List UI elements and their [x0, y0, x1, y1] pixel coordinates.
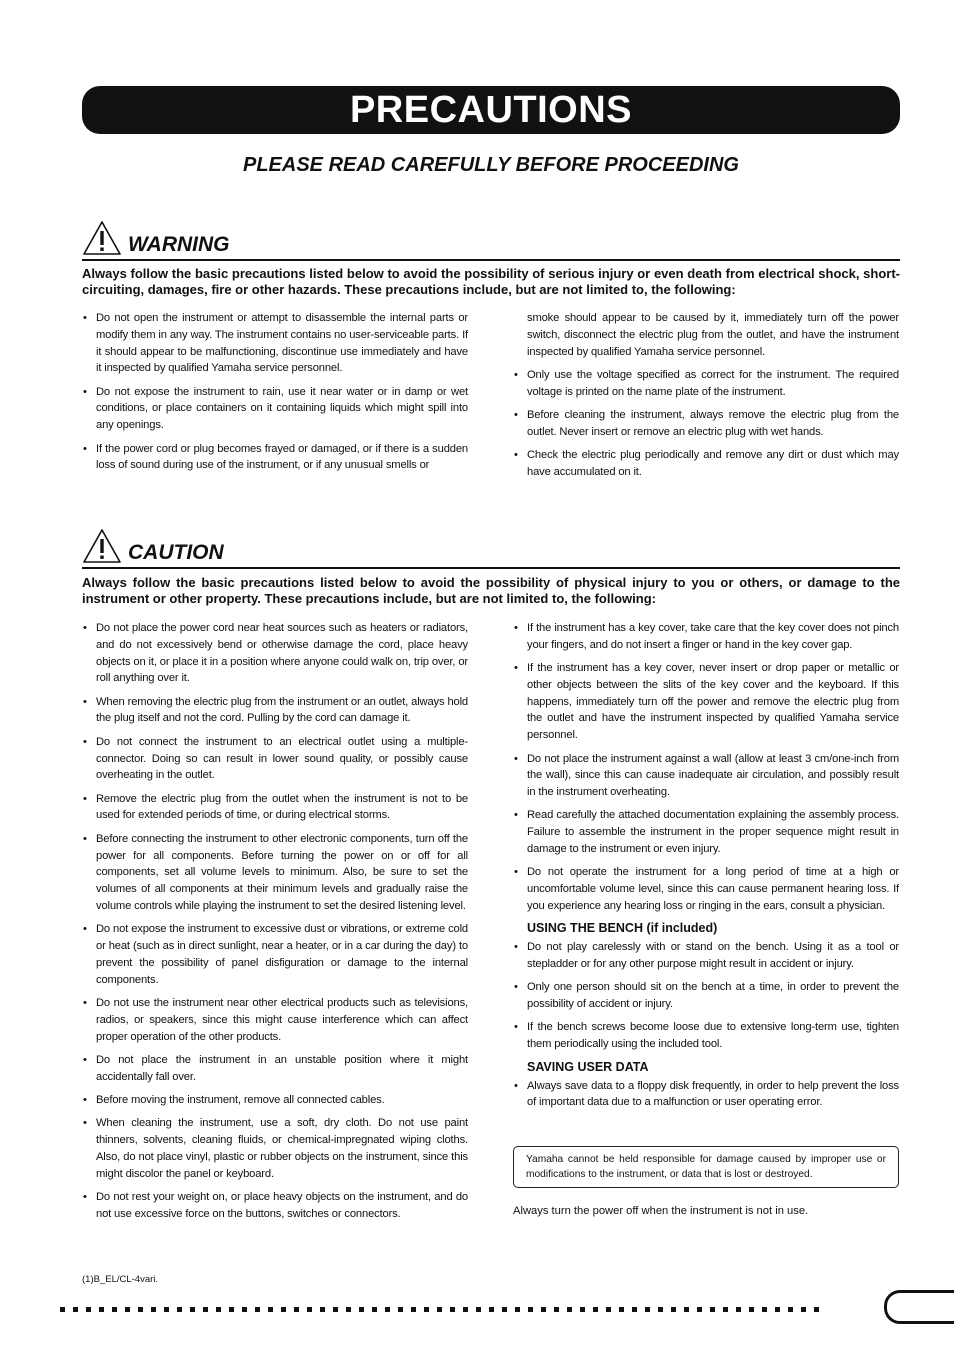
dotted-footer-line	[60, 1307, 824, 1312]
power-off-note: Always turn the power off when the instrument is not in use.	[513, 1205, 809, 1217]
list-item: • If the instrument has a key cover, never insert or drop paper or metallic or other objects between the slits of the key cover and the keyboard. If this happens, immediately turn off the power and remove the electric plug from the outlet and have the instrument inspected by qualified Yamaha service personnel.	[513, 660, 899, 744]
title-banner	[82, 86, 900, 134]
page-title: PRECAUTIONS	[349, 88, 633, 131]
list-item: • Do not use the instrument near other electrical products such as televisions, radios, or speakers, since this might cause interference which can affect proper operation of the other products.	[82, 995, 468, 1045]
caution-intro: Always follow the basic precautions listed below to avoid the possibility of physical injury to you or others, or damage to the instrument or other property. These precautions include, but are not limited to, the following:	[82, 575, 900, 606]
list-item: • Do not place the power cord near heat sources such as heaters or radiators, and do not excessively bend or otherwise damage the cord, place heavy objects on it, or place it in a position where anyone could walk on, trip over, or roll anything over it.	[82, 620, 468, 687]
list-item: • If the instrument has a key cover, take care that the key cover does not pinch your fingers, and do not insert a finger or hand in the key cover gap.	[513, 620, 899, 654]
liability-notice: Yamaha cannot be held responsible for damage caused by improper use or modifications to the instrument, or data that is lost or destroyed.	[513, 1146, 899, 1188]
caution-header	[82, 528, 224, 564]
warning-intro: Always follow the basic precautions listed below to avoid the possibility of serious injury or even death from electrical shock, short-circuiting, damages, fire or other hazards. These precautions include, but are not limited to, the following:	[82, 266, 900, 297]
caution-title: CAUTION	[128, 541, 224, 564]
caution-right-column	[513, 620, 899, 1118]
list-item: • Do not place the instrument in an unstable position where it might accidentally fall over.	[82, 1052, 468, 1086]
saving-heading: SAVING USER DATA	[527, 1059, 649, 1074]
caution-divider	[82, 567, 900, 569]
list-item: • Do not place the instrument against a wall (allow at least 3 cm/one-inch from the wall), since this can cause inadequate air circulation, and possibly result in the instrument overheating.	[513, 751, 899, 801]
caution-triangle-icon	[82, 528, 122, 564]
warning-header	[82, 220, 230, 256]
list-item: • Do not expose the instrument to rain, use it near water or in damp or wet conditions, or place containers on it containing liquids which might spill into any openings.	[82, 384, 468, 434]
list-item: • Before moving the instrument, remove all connected cables.	[82, 1092, 468, 1109]
warning-triangle-icon	[82, 220, 122, 256]
page-tab	[884, 1290, 954, 1324]
list-item: • When removing the electric plug from the instrument or an outlet, always hold the plug itself and not the cord. Pulling by the cord can damage it.	[82, 694, 468, 728]
list-item: • Do not rest your weight on, or place heavy objects on the instrument, and do not use excessive force on the buttons, switches or connectors.	[82, 1189, 468, 1223]
list-item: • Before cleaning the instrument, always remove the electric plug from the outlet. Never insert or remove an electric plug with wet hands.	[513, 407, 899, 441]
list-item: • Do not play carelessly with or stand on the bench. Using it as a tool or stepladder or for any other purpose might result in accident or injury.	[513, 939, 899, 973]
list-item: • Only one person should sit on the bench at a time, in order to prevent the possibility of accident or injury.	[513, 979, 899, 1013]
list-item: • Only use the voltage specified as correct for the instrument. The required voltage is printed on the name plate of the instrument.	[513, 367, 899, 401]
list-item: • Always save data to a floppy disk frequently, in order to help prevent the loss of important data due to a malfunction or user operating error.	[513, 1078, 899, 1112]
list-item: • Do not connect the instrument to an electrical outlet using a multiple-connector. Doing so can result in lower sound quality, or possibly cause overheating in the outlet.	[82, 734, 468, 784]
list-item: • If the power cord or plug becomes frayed or damaged, or if there is a sudden loss of sound during use of the instrument, or if any unusual smells or	[82, 441, 468, 475]
warning-left-column	[82, 310, 468, 481]
caution-left-column	[82, 620, 468, 1229]
list-item: • Check the electric plug periodically and remove any dirt or dust which may have accumulated on it.	[513, 447, 899, 481]
warning-right-column	[513, 310, 899, 487]
list-item: • If the bench screws become loose due to extensive long-term use, tighten them periodically using the included tool.	[513, 1019, 899, 1053]
page-subtitle: PLEASE READ CAREFULLY BEFORE PROCEEDING	[243, 154, 739, 176]
warning-title: WARNING	[128, 233, 230, 256]
list-item: • Remove the electric plug from the outlet when the instrument is not to be used for extended periods of time, or during electrical storms.	[82, 791, 468, 825]
list-item: • Do not expose the instrument to excessive dust or vibrations, or extreme cold or heat (such as in direct sunlight, near a heater, or in a car during the day) to prevent the possibility of panel disfiguration or damage to the internal components.	[82, 921, 468, 988]
list-item-continued: smoke should appear to be caused by it, immediately turn off the power switch, disconnect the electric plug from the outlet, and have the instrument inspected by qualified Yamaha service personnel.	[527, 312, 899, 358]
list-item: • Do not operate the instrument for a long period of time at a high or uncomfortable volume level, since this can cause permanent hearing loss. If you experience any hearing loss or ringing in the ears, consult a physician.	[513, 864, 899, 914]
list-item: • Do not open the instrument or attempt to disassemble the internal parts or modify them in any way. The instrument contains no user-serviceable parts. If it should appear to be malfunctioning, discontinue use immediately and have it inspected by qualified Yamaha service personnel.	[82, 310, 468, 377]
bench-heading: USING THE BENCH (if included)	[527, 921, 718, 936]
list-item: • Before connecting the instrument to other electronic components, turn off the power for all components. Before turning the power on or off for all components, set all volume levels to minimum. Also, be sure to set the volumes of all components at their minimum levels and gradually raise the volume controls while playing the instrument to set the desired listening level.	[82, 831, 468, 915]
list-item: • When cleaning the instrument, use a soft, dry cloth. Do not use paint thinners, solvents, cleaning fluids, or chemical-impregnated wiping cloths. Also, do not place vinyl, plastic or rubber objects on the instrument, since this might discolor the panel or keyboard.	[82, 1115, 468, 1182]
warning-divider	[82, 259, 900, 261]
list-item: • Read carefully the attached documentation explaining the assembly process. Failure to assemble the instrument in the proper sequence might result in damage to the instrument or even injury.	[513, 807, 899, 857]
document-code: (1)B_EL/CL-4vari.	[82, 1274, 159, 1285]
